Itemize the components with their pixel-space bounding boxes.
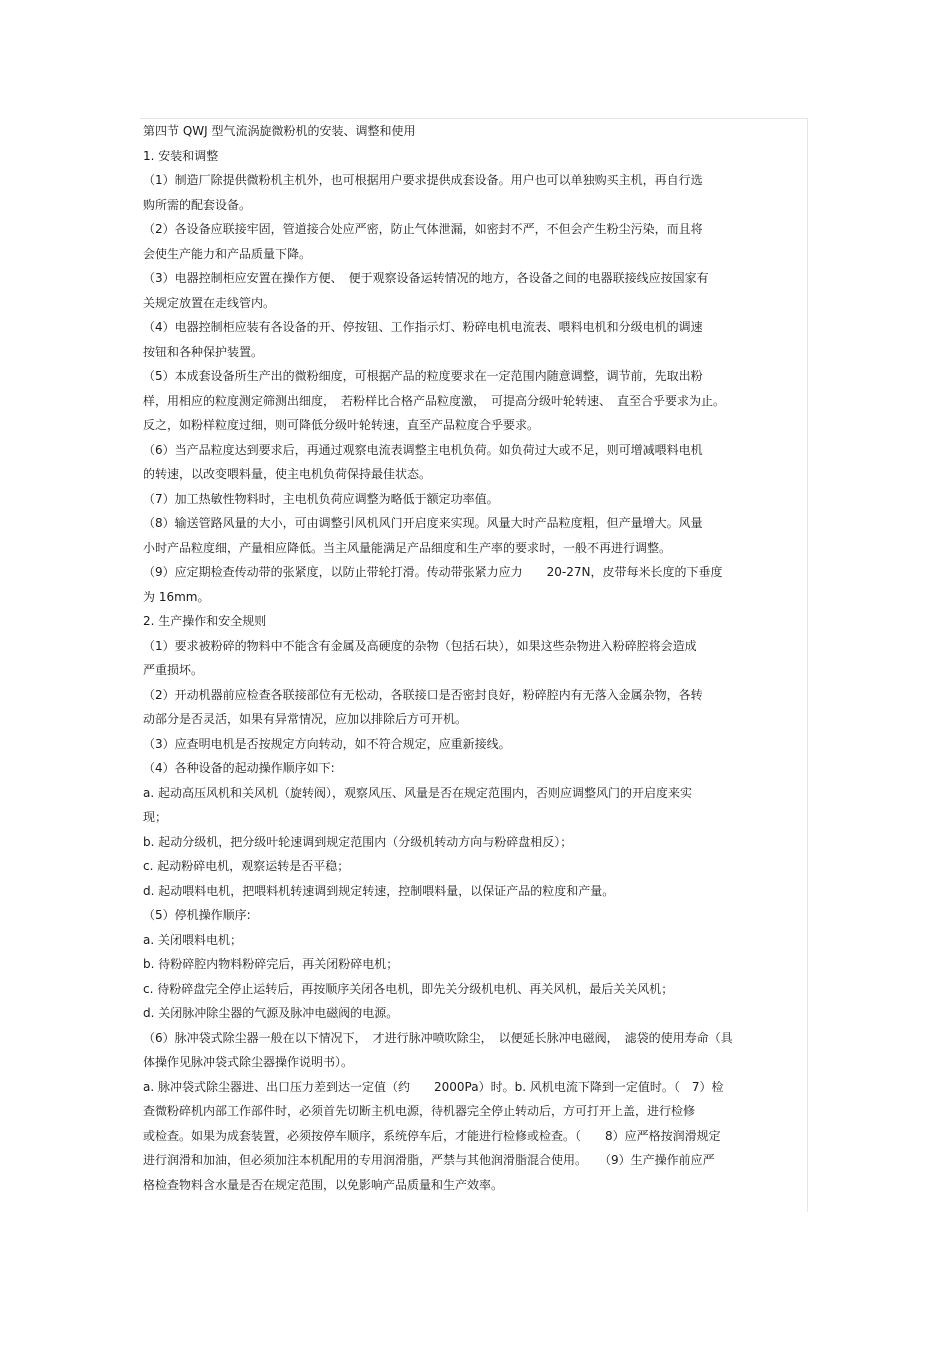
text-line: （2）各设备应联接牢固，管道接合处应严密，防止气体泄漏，如密封不严，不但会产生粉尘污染，而且将 — [143, 222, 703, 236]
text-line: d. 关闭脉冲除尘器的气源及脉冲电磁阀的电源。 — [143, 1006, 399, 1020]
text-line: 动部分是否灵活，如果有异常情况，应加以排除后方可开机。 — [143, 712, 468, 726]
text-line: 为 16mm。 — [143, 589, 210, 604]
text-line: 会使生产能力和产品质量下降。 — [143, 246, 312, 261]
text-line: 购所需的配套设备。 — [143, 197, 252, 212]
text-line: d. 起动喂料电机，把喂料机转速调到规定转速，控制喂料量，以保证产品的粒度和产量。 — [143, 883, 615, 898]
text-line: 关规定放置在走线管内。 — [143, 295, 276, 310]
text-line: 小时产品粒度细，产量相应降低。当主风量能满足产品细度和生产率的要求时，一般不再进行调整。 — [143, 540, 672, 555]
text-line: 体操作见脉冲袋式除尘器操作说明书）。 — [143, 1055, 354, 1069]
text-line: c. 起动粉碎电机，观察运转是否平稳； — [143, 859, 350, 873]
page-frame-right-border — [807, 118, 808, 1212]
text-line: （7）加工热敏性物料时，主电机负荷应调整为略低于额定功率值。 — [143, 491, 499, 506]
text-line: 或检查。如果为成套装置，必须按停车顺序，系统停车后，才能进行检修或检查。（ 8）应严格按润滑规定 — [143, 1128, 721, 1143]
section-title: 第四节 QWJ 型气流涡旋微粉机的安装、调整和使用 — [143, 124, 416, 138]
document-body — [143, 119, 805, 1197]
text-line: 进行润滑和加油，但必须加注本机配用的专用润滑脂，严禁与其他润滑脂混合使用。 （9）生产操作前应严 — [143, 1153, 715, 1167]
text-line: 严重损坏。 — [143, 663, 204, 677]
heading-installation: 1. 安装和调整 — [143, 148, 219, 163]
text-line: b. 待粉碎腔内物料粉碎完后，再关闭粉碎电机； — [143, 957, 399, 971]
text-line: （8）输送管路风量的大小，可由调整引风机风门开启度来实现。风量大时产品粒度粗，但产量增大。风量 — [143, 516, 703, 530]
text-line: a. 脉冲袋式除尘器进、出口压力差到达一定值（约 2000Pa）时。b. 风机电流下降到一定值时。（ 7）检 — [143, 1079, 724, 1094]
text-line: 反之，如粉样粒度过细，则可降低分级叶轮转速，直至产品粒度合乎要求。 — [143, 418, 540, 432]
text-line: 现； — [143, 810, 168, 824]
text-line: （1）制造厂除提供微粉机主机外，也可根据用户要求提供成套设备。用户也可以单独购买主机，再自行选 — [143, 173, 703, 187]
text-line: （4）电器控制柜应装有各设备的开、停按钮、工作指示灯、粉碎电机电流表、喂料电机和分级电机的调速 — [143, 320, 703, 334]
text-line: a. 起动高压风机和关风机（旋转阀），观察风压、风量是否在规定范围内，否则应调整风门的开启度来实 — [143, 785, 692, 800]
text-line: 按钮和各种保护装置。 — [143, 344, 264, 359]
text-line: a. 关闭喂料电机； — [143, 932, 242, 947]
text-line: 的转速，以改变喂料量，使主电机负荷保持最佳状态。 — [143, 467, 432, 481]
text-line: 格检查物料含水量是否在规定范围，以免影响产品质量和生产效率。 — [143, 1177, 504, 1192]
text-line: （6）当产品粒度达到要求后，再通过观察电流表调整主电机负荷。如负荷过大或不足，则可增减喂料电机 — [143, 442, 703, 457]
heading-operation-safety: 2. 生产操作和安全规则 — [143, 614, 267, 628]
text-line: （3）应查明电机是否按规定方向转动，如不符合规定，应重新接线。 — [143, 736, 511, 751]
text-line: b. 起动分级机，把分级叶轮速调到规定范围内（分级机转动方向与粉碎盘相反）； — [143, 834, 573, 849]
text-line: （1）要求被粉碎的物料中不能含有金属及高硬度的杂物（包括石块），如果这些杂物进入粉碎腔将会造成 — [143, 638, 697, 653]
text-line: （4）各种设备的起动操作顺序如下: — [143, 761, 335, 775]
text-line: （5）停机操作顺序: — [143, 908, 251, 922]
text-line: 查微粉碎机内部工作部件时，必须首先切断主机电源，待机器完全停止转动后，方可打开上盖，进行检修 — [143, 1104, 696, 1118]
text-line: （5）本成套设备所生产出的微粉细度，可根据产品的粒度要求在一定范围内随意调整，调节前，先取出粉 — [143, 369, 703, 383]
text-line: （6）脉冲袋式除尘器一般在以下情况下， 才进行脉冲喷吹除尘， 以便延长脉冲电磁阀， 滤袋的使用寿命（具 — [143, 1030, 733, 1045]
text-line: （3）电器控制柜应安置在操作方便、 便于观察设备运转情况的地方，各设备之间的电器联接线应按国家有 — [143, 271, 709, 285]
text-line: （9）应定期检查传动带的张紧度，以防止带轮打滑。传动带张紧力应力 20-27N，皮带每米长度的下垂度 — [143, 565, 723, 579]
text-line: 样，用相应的粒度测定筛测出细度， 若粉样比合格产品粒度激， 可提高分级叶轮转速、 直至合乎要求为止。 — [143, 393, 726, 408]
text-line: c. 待粉碎盘完全停止运转后，再按顺序关闭各电机，即先关分级机电机、再关风机，最后关关风机； — [143, 981, 674, 996]
text-line: （2）开动机器前应检查各联接部位有无松动，各联接口是否密封良好，粉碎腔内有无落入金属杂物，各转 — [143, 687, 703, 702]
